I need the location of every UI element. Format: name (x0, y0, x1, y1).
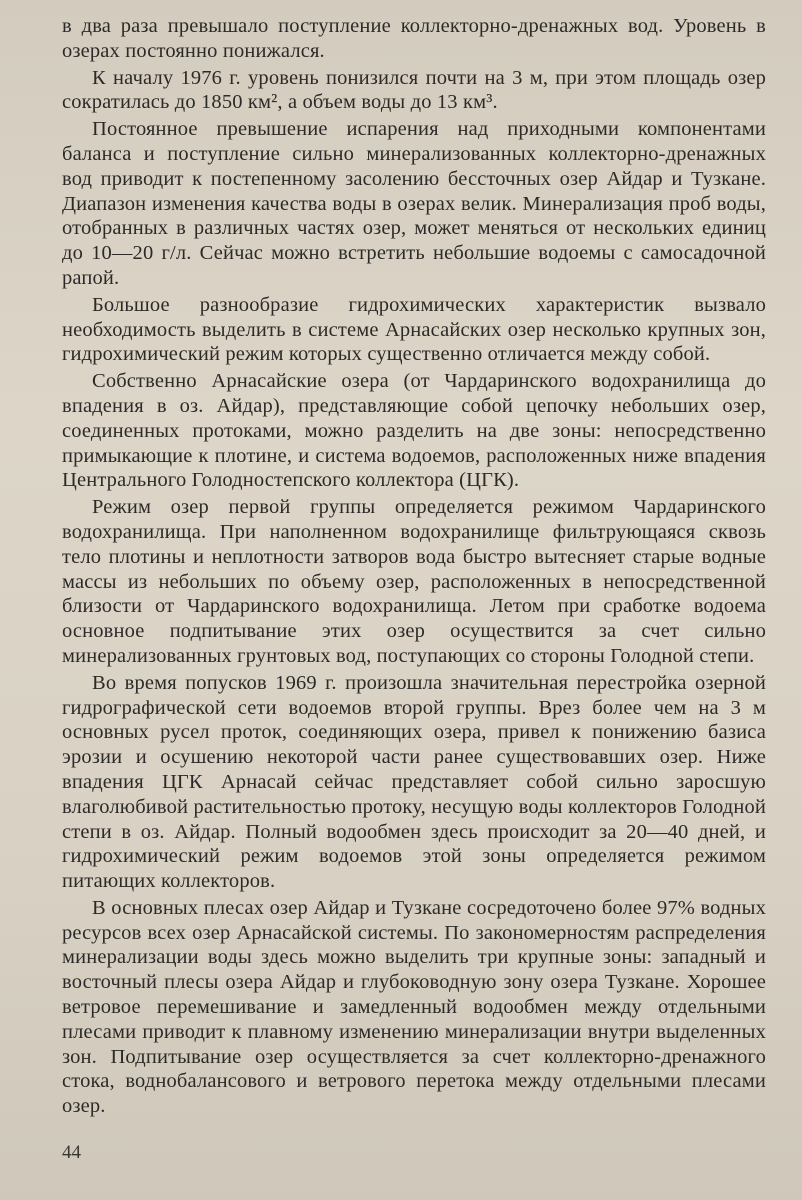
paragraph-8: В основных плесах озер Айдар и Тузкане сосредоточено более 97% водных ресурсов всех озер Арнасайской системы. По закономерностям распределения минерализации воды здесь можно выделить три крупные зоны: западный и восточный плесы озера Айдар и глубоководную зону озера Тузкане. Хорошее ветровое перемешивание и замедленный водообмен между отдельными плесами приводит к плавному изменению минерализации внутри выделенных зон. Подпитывание озер осуществляется за счет коллекторно-дренажного стока, воднобалансового и ветрового перетока между отдельными плесами озер. (62, 896, 766, 1118)
paragraph-7: Во время попусков 1969 г. произошла значительная перестройка озерной гидрографической сети водоемов второй группы. Врез более чем на 3 м основных русел проток, соединяющих озера, привел к понижению базиса эрозии и осушению некоторой части ранее существовавших озер. Ниже впадения ЦГК Арнасай сейчас представляет собой сильно заросшую влаголюбивой растительностью протоку, несущую воды коллекторов Голодной степи в оз. Айдар. Полный водообмен здесь происходит за 20—40 дней, и гидрохимический режим водоемов этой зоны определяется режимом питающих коллекторов. (62, 671, 766, 893)
paragraph-2: К началу 1976 г. уровень понизился почти на 3 м, при этом площадь озер сократилась до 1850 км², а объем воды до 13 км³. (62, 66, 766, 114)
paragraph-5: Собственно Арнасайские озера (от Чардаринского водохранилища до впадения в оз. Айдар), представляющие собой цепочку небольших озер, соединенных протоками, можно разделить на две зоны: непосредственно примыкающие к плотине, и система водоемов, расположенных ниже впадения Центрального Голодностепского коллектора (ЦГК). (62, 370, 766, 492)
page-number: 44 (62, 1142, 81, 1163)
paragraph-4: Большое разнообразие гидрохимических характеристик вызвало необходимость выделить в системе Арнасайских озер несколько крупных зон, гидрохимический режим которых существенно отличается между собой. (62, 293, 766, 366)
paragraph-6: Режим озер первой группы определяется режимом Чардаринского водохранилища. При наполненном водохранилище фильтрующаяся сквозь тело плотины и неплотности затворов вода быстро вытесняет старые водные массы из небольших по объему озер, расположенных в непосредственной близости от Чардаринского водохранилища. Летом при сработке водоема основное подпитывание этих озер осуществится за счет сильно минерализованных грунтовых вод, поступающих со стороны Голодной степи. (62, 496, 766, 667)
paragraph-1: в два раза превышало поступление коллекторно-дренажных вод. Уровень в озерах постоянно понижался. (62, 15, 766, 62)
paragraph-3: Постоянное превышение испарения над приходными компонентами баланса и поступление сильно минерализованных коллекторно-дренажных вод приводит к постепенному засолению бессточных озер Айдар и Тузкане. Диапазон изменения качества воды в озерах велик. Минерализация проб воды, отобранных в различных частях озер, может меняться от нескольких единиц до 10—20 г/л. Сейчас можно встретить небольшие водоемы с самосадочной рапой. (62, 118, 766, 289)
